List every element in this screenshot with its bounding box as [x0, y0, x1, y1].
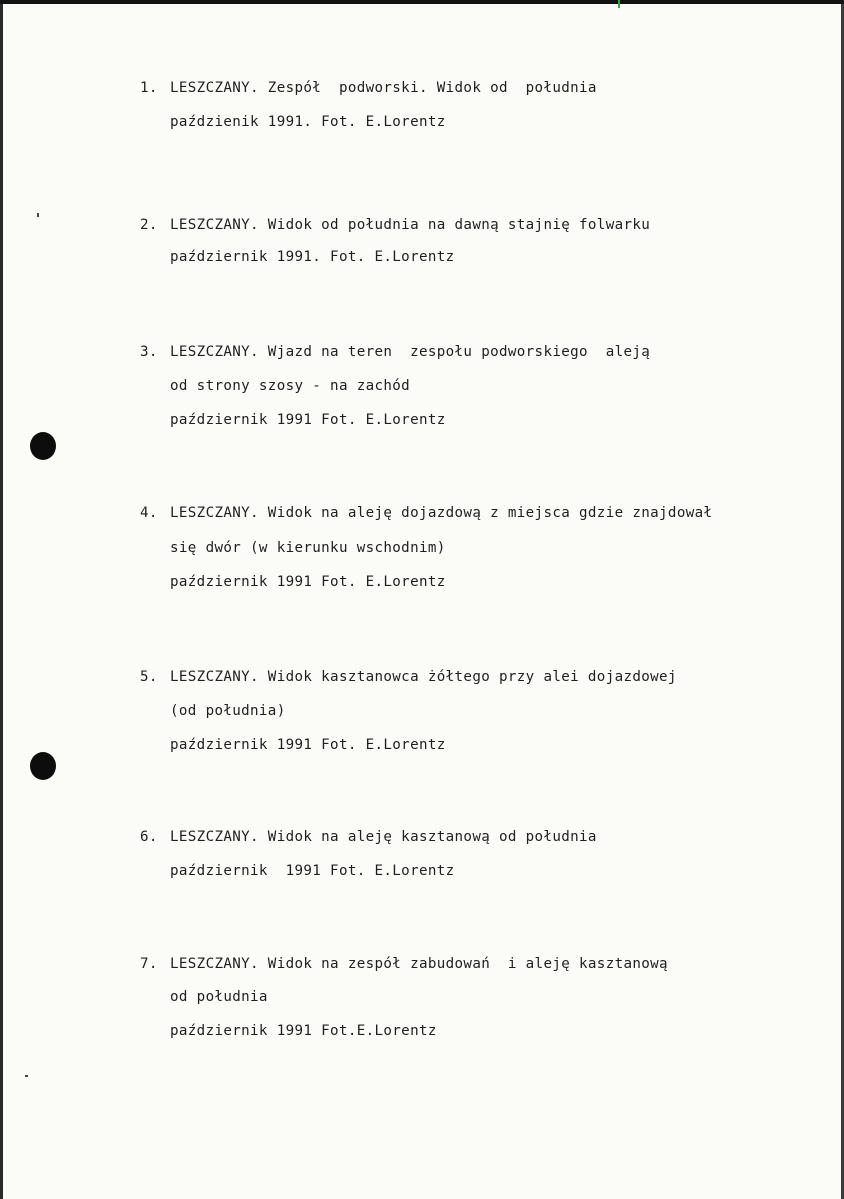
entry-detail-line: od południa: [170, 989, 268, 1005]
entry-date-line: październik 1991. Fot. E.Lorentz: [170, 249, 455, 265]
entry-number: 1.: [140, 80, 158, 96]
entry-date-line: październik 1991 Fot.E.Lorentz: [170, 1023, 437, 1039]
entry-date-line: październik 1991 Fot. E.Lorentz: [170, 412, 446, 428]
entry-number: 2.: [140, 217, 158, 233]
entry-date-line: październik 1991 Fot. E.Lorentz: [170, 737, 446, 753]
entry-number: 5.: [140, 669, 158, 685]
entry-title-line: LESZCZANY. Widok na zespół zabudowań i aleję kasztanową: [170, 956, 668, 972]
entry-date-line: paździenik 1991. Fot. E.Lorentz: [170, 114, 446, 130]
entry-number: 6.: [140, 829, 158, 845]
entry-number: 3.: [140, 344, 158, 360]
entry-title-line: LESZCZANY. Zespół podworski. Widok od południa: [170, 80, 597, 96]
entry-title-line: LESZCZANY. Widok od południa na dawną stajnię folwarku: [170, 217, 651, 233]
entry-detail-line: od strony szosy - na zachód: [170, 378, 411, 394]
entry-date-line: październik 1991 Fot. E.Lorentz: [170, 863, 455, 879]
entry-date-line: październik 1991 Fot. E.Lorentz: [170, 574, 446, 590]
entry-title-line: LESZCZANY. Widok kasztanowca żółtego przy alei dojazdowej: [170, 669, 677, 685]
entry-title-line: LESZCZANY. Widok na aleję kasztanową od południa: [170, 829, 597, 845]
entry-detail-line: (od południa): [170, 703, 286, 719]
entry-number: 7.: [140, 956, 158, 972]
entry-detail-line: się dwór (w kierunku wschodnim): [170, 540, 446, 556]
entry-number: 4.: [140, 505, 158, 521]
entry-title-line: LESZCZANY. Wjazd na teren zespołu podworskiego aleją: [170, 344, 651, 360]
entry-title-line: LESZCZANY. Widok na aleję dojazdową z miejsca gdzie znajdował: [170, 505, 713, 521]
